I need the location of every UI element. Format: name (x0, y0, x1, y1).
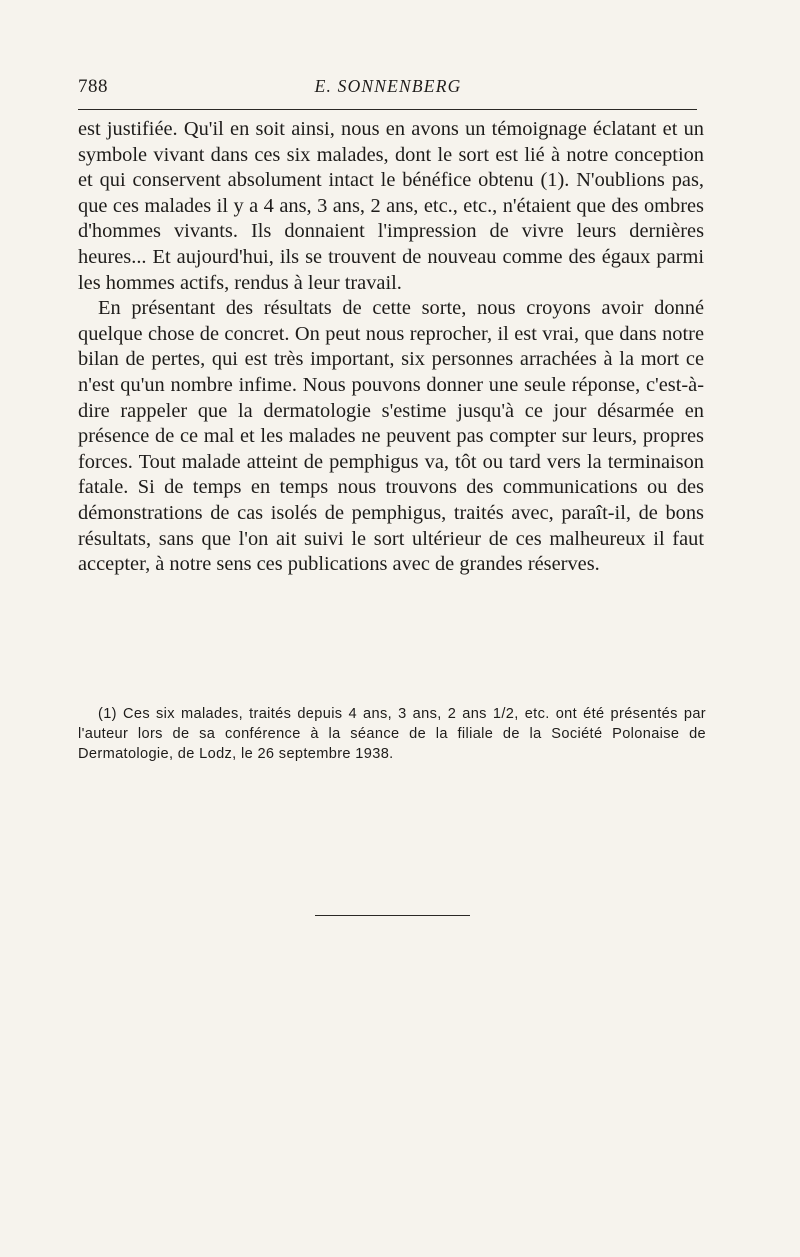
paragraph-1: est justifiée. Qu'il en soit ainsi, nous en avons un témoignage éclatant et un symbole vivant dans ces six malades, dont le sort est lié à notre conception et qui conservent absolument intact le bénéfice obtenu (1). N'oublions pas, que ces malades il y a 4 ans, 3 ans, 2 ans, etc., etc., n'étaient que des ombres d'hommes vivants. Ils donnaient l'impression de vivre leurs dernières heures... Et aujourd'hui, ils se trouvent de nouveau comme des égaux parmi les hommes actifs, rendus à leur travail. (78, 118, 704, 294)
end-rule (315, 915, 470, 916)
footnote: (1) Ces six malades, traités depuis 4 ans, 3 ans, 2 ans 1/2, etc. ont été présentés par l'auteur lors de sa conférence à la séance de la filiale de la Société Polonaise de Dermatologie, de Lodz, le 26 septembre 1938. (78, 706, 706, 762)
running-title: E. SONNENBERG (314, 76, 462, 96)
header-rule (78, 109, 697, 110)
main-text (78, 117, 704, 578)
running-header (78, 74, 698, 104)
paragraph-2: En présentant des résultats de cette sorte, nous croyons avoir donné quelque chose de concret. On peut nous reprocher, il est vrai, que dans notre bilan de pertes, qui est très important, six personnes arrachées à la mort ce n'est qu'un nombre infime. Nous pouvons donner une seule réponse, c'est-à-dire rappeler que la dermatologie s'estime jusqu'à ce jour désarmée en présence de ce mal et les malades ne peuvent pas compter sur leurs, propres forces. Tout malade atteint de pemphigus va, tôt ou tard vers la terminaison fatale. Si de temps en temps nous trouvons des communications ou des démonstrations de cas isolés de pemphigus, traités avec, paraît-il, de bons résultats, sans que l'on ait suivi le sort ultérieur de ces malheureux il faut accepter, à notre sens ces publications avec de grandes réserves. (78, 297, 704, 576)
page-number: 788 (78, 76, 108, 97)
